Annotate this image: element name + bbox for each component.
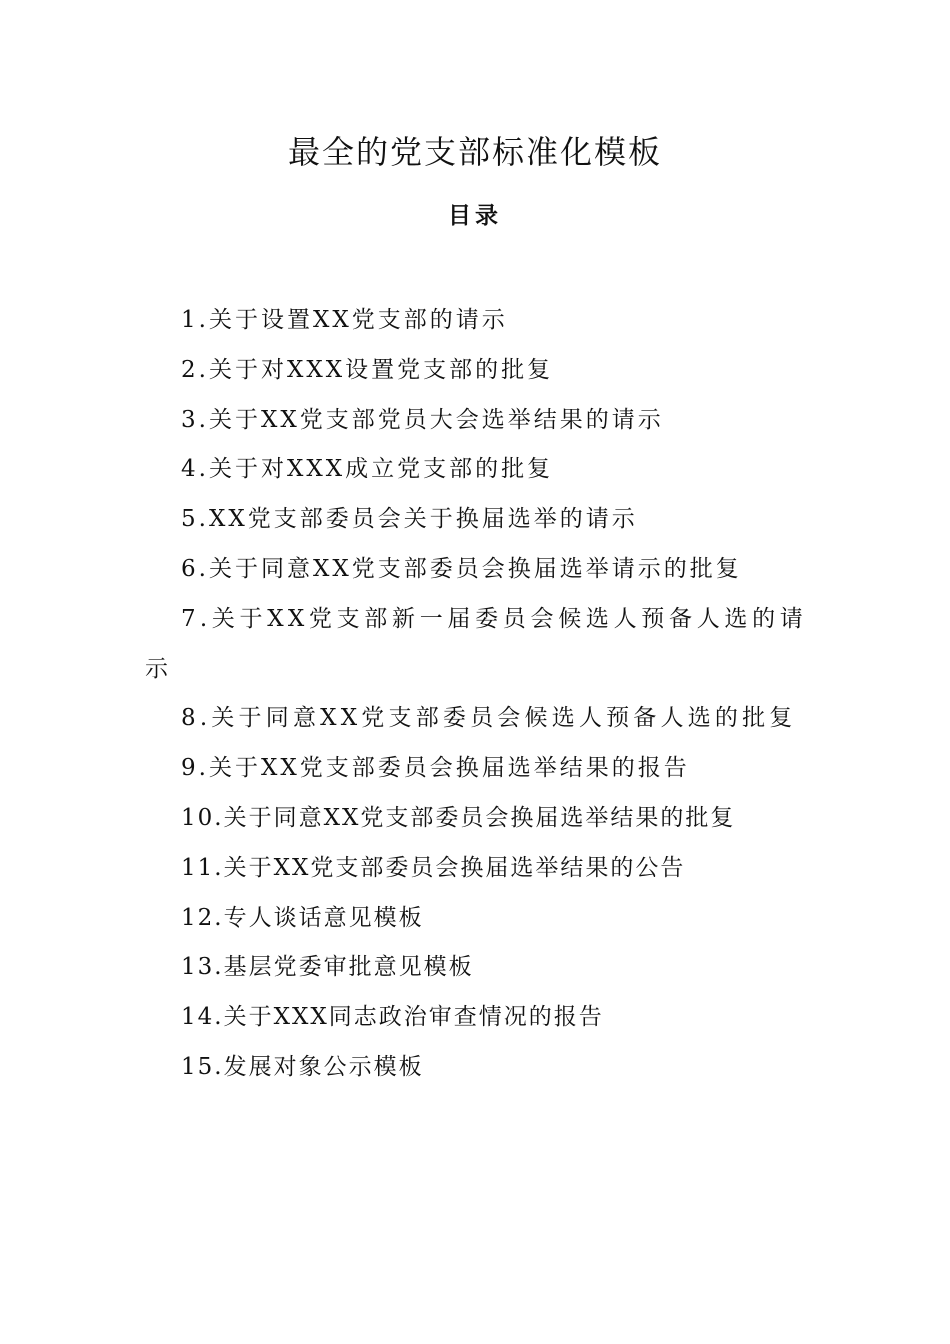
toc-item-8[interactable]: 8.关于同意XX党支部委员会候选人预备人选的批复	[181, 705, 797, 732]
toc-item-4[interactable]: 4.关于对XXX成立党支部的批复	[181, 456, 554, 483]
toc-heading: 目录	[448, 202, 502, 229]
toc-item-13[interactable]: 13.基层党委审批意见模板	[181, 954, 474, 981]
toc-item-7[interactable]: 7.关于XX党支部新一届委员会候选人预备人选的请示	[145, 605, 807, 682]
toc-item-15[interactable]: 15.发展对象公示模板	[181, 1053, 424, 1080]
toc-item-10[interactable]: 10.关于同意XX党支部委员会换届选举结果的批复	[181, 804, 736, 831]
toc-item-9[interactable]: 9.关于XX党支部委员会换届选举结果的报告	[181, 755, 690, 782]
toc-item-3[interactable]: 3.关于XX党支部党员大会选举结果的请示	[181, 406, 664, 433]
toc-item-5[interactable]: 5.XX党支部委员会关于换届选举的请示	[181, 506, 638, 533]
toc-item-6[interactable]: 6.关于同意XX党支部委员会换届选举请示的批复	[181, 555, 742, 582]
document-title: 最全的党支部标准化模板	[287, 133, 662, 171]
toc-item-1[interactable]: 1.关于设置XX党支部的请示	[181, 307, 508, 333]
toc-item-12[interactable]: 12.专人谈话意见模板	[181, 904, 424, 931]
toc-item-11[interactable]: 11.关于XX党支部委员会换届选举结果的公告	[181, 854, 686, 881]
toc-list	[145, 296, 807, 1093]
toc-item-14[interactable]: 14.关于XXX同志政治审查情况的报告	[181, 1004, 604, 1031]
toc-item-2[interactable]: 2.关于对XXX设置党支部的批复	[181, 356, 554, 383]
